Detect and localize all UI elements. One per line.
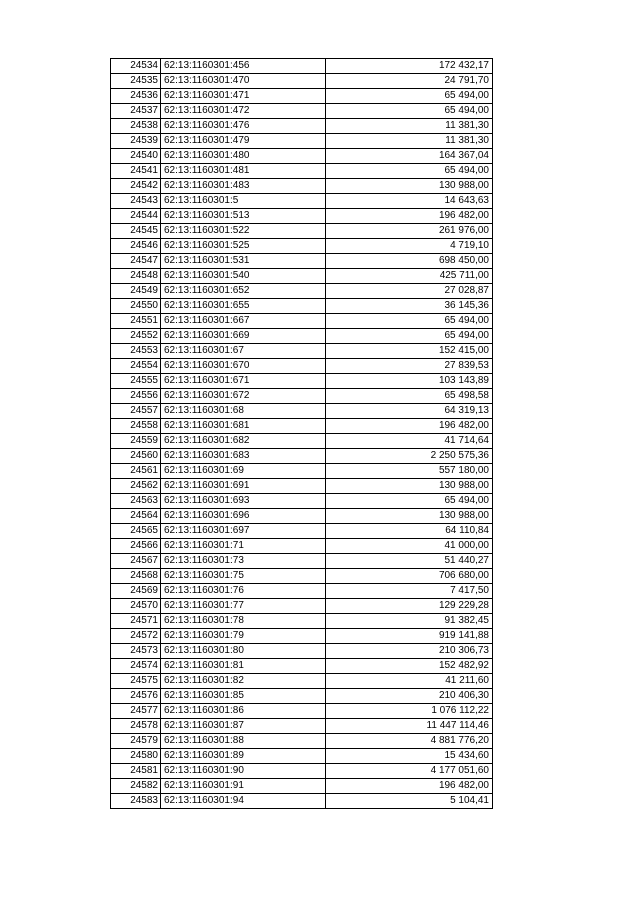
table-row — [111, 164, 493, 179]
row-number-cell: 24545 — [111, 224, 161, 239]
table-row — [111, 329, 493, 344]
value-cell: 130 988,00 — [326, 509, 493, 524]
value-cell: 129 229,28 — [326, 599, 493, 614]
table-row — [111, 764, 493, 779]
value-cell: 65 494,00 — [326, 329, 493, 344]
value-cell: 41 714,64 — [326, 434, 493, 449]
cadastral-number-cell: 62:13:1160301:82 — [161, 674, 326, 689]
table-row — [111, 269, 493, 284]
row-number-cell: 24577 — [111, 704, 161, 719]
cadastral-number-cell: 62:13:1160301:483 — [161, 179, 326, 194]
cadastral-number-cell: 62:13:1160301:667 — [161, 314, 326, 329]
cadastral-number-cell: 62:13:1160301:91 — [161, 779, 326, 794]
cadastral-number-cell: 62:13:1160301:670 — [161, 359, 326, 374]
row-number-cell: 24565 — [111, 524, 161, 539]
cadastral-number-cell: 62:13:1160301:85 — [161, 689, 326, 704]
cadastral-number-cell: 62:13:1160301:87 — [161, 719, 326, 734]
cadastral-number-cell: 62:13:1160301:531 — [161, 254, 326, 269]
table-row — [111, 239, 493, 254]
value-cell: 65 494,00 — [326, 104, 493, 119]
value-cell: 65 494,00 — [326, 164, 493, 179]
cadastral-number-cell: 62:13:1160301:481 — [161, 164, 326, 179]
cadastral-number-cell: 62:13:1160301:79 — [161, 629, 326, 644]
value-cell: 24 791,70 — [326, 74, 493, 89]
row-number-cell: 24564 — [111, 509, 161, 524]
value-cell: 27 839,53 — [326, 359, 493, 374]
row-number-cell: 24537 — [111, 104, 161, 119]
cadastral-number-cell: 62:13:1160301:691 — [161, 479, 326, 494]
table-row — [111, 794, 493, 809]
value-cell: 152 482,92 — [326, 659, 493, 674]
row-number-cell: 24539 — [111, 134, 161, 149]
cadastral-number-cell: 62:13:1160301:77 — [161, 599, 326, 614]
value-cell: 210 306,73 — [326, 644, 493, 659]
row-number-cell: 24543 — [111, 194, 161, 209]
table-row — [111, 389, 493, 404]
table-row — [111, 104, 493, 119]
table-row — [111, 344, 493, 359]
row-number-cell: 24541 — [111, 164, 161, 179]
cadastral-number-cell: 62:13:1160301:652 — [161, 284, 326, 299]
row-number-cell: 24570 — [111, 599, 161, 614]
row-number-cell: 24567 — [111, 554, 161, 569]
value-cell: 11 447 114,46 — [326, 719, 493, 734]
cadastral-number-cell: 62:13:1160301:682 — [161, 434, 326, 449]
cadastral-number-cell: 62:13:1160301:513 — [161, 209, 326, 224]
table-row — [111, 779, 493, 794]
row-number-cell: 24578 — [111, 719, 161, 734]
value-cell: 425 711,00 — [326, 269, 493, 284]
value-cell: 64 319,13 — [326, 404, 493, 419]
table-row — [111, 434, 493, 449]
table-row — [111, 464, 493, 479]
cadastral-number-cell: 62:13:1160301:471 — [161, 89, 326, 104]
cadastral-number-cell: 62:13:1160301:480 — [161, 149, 326, 164]
row-number-cell: 24562 — [111, 479, 161, 494]
row-number-cell: 24566 — [111, 539, 161, 554]
value-cell: 152 415,00 — [326, 344, 493, 359]
table-row — [111, 704, 493, 719]
row-number-cell: 24581 — [111, 764, 161, 779]
cadastral-number-cell: 62:13:1160301:75 — [161, 569, 326, 584]
row-number-cell: 24536 — [111, 89, 161, 104]
row-number-cell: 24580 — [111, 749, 161, 764]
row-number-cell: 24554 — [111, 359, 161, 374]
table-row — [111, 284, 493, 299]
cadastral-number-cell: 62:13:1160301:69 — [161, 464, 326, 479]
table-row — [111, 734, 493, 749]
table-row — [111, 749, 493, 764]
cadastral-number-cell: 62:13:1160301:540 — [161, 269, 326, 284]
cadastral-number-cell: 62:13:1160301:696 — [161, 509, 326, 524]
row-number-cell: 24552 — [111, 329, 161, 344]
table-row — [111, 119, 493, 134]
row-number-cell: 24575 — [111, 674, 161, 689]
value-cell: 11 381,30 — [326, 119, 493, 134]
cadastral-number-cell: 62:13:1160301:671 — [161, 374, 326, 389]
table-row — [111, 659, 493, 674]
row-number-cell: 24579 — [111, 734, 161, 749]
table-row — [111, 719, 493, 734]
cadastral-number-cell: 62:13:1160301:697 — [161, 524, 326, 539]
value-cell: 557 180,00 — [326, 464, 493, 479]
table-row — [111, 449, 493, 464]
value-cell: 36 145,36 — [326, 299, 493, 314]
table-row — [111, 359, 493, 374]
value-cell: 41 211,60 — [326, 674, 493, 689]
cadastral-number-cell: 62:13:1160301:73 — [161, 554, 326, 569]
cadastral-number-cell: 62:13:1160301:94 — [161, 794, 326, 809]
value-cell: 7 417,50 — [326, 584, 493, 599]
value-cell: 164 367,04 — [326, 149, 493, 164]
row-number-cell: 24583 — [111, 794, 161, 809]
value-cell: 91 382,45 — [326, 614, 493, 629]
value-cell: 41 000,00 — [326, 539, 493, 554]
cadastral-number-cell: 62:13:1160301:88 — [161, 734, 326, 749]
table-row — [111, 479, 493, 494]
table-row — [111, 254, 493, 269]
cadastral-number-cell: 62:13:1160301:71 — [161, 539, 326, 554]
cadastral-number-cell: 62:13:1160301:86 — [161, 704, 326, 719]
value-cell: 51 440,27 — [326, 554, 493, 569]
cadastral-number-cell: 62:13:1160301:693 — [161, 494, 326, 509]
cadastral-number-cell: 62:13:1160301:672 — [161, 389, 326, 404]
value-cell: 196 482,00 — [326, 419, 493, 434]
table-row — [111, 494, 493, 509]
row-number-cell: 24573 — [111, 644, 161, 659]
value-cell: 103 143,89 — [326, 374, 493, 389]
row-number-cell: 24549 — [111, 284, 161, 299]
table-row — [111, 59, 493, 74]
row-number-cell: 24538 — [111, 119, 161, 134]
cadastral-number-cell: 62:13:1160301:470 — [161, 74, 326, 89]
table-row — [111, 209, 493, 224]
table-row — [111, 554, 493, 569]
row-number-cell: 24558 — [111, 419, 161, 434]
data-table — [110, 58, 493, 809]
row-number-cell: 24559 — [111, 434, 161, 449]
table-row — [111, 149, 493, 164]
row-number-cell: 24542 — [111, 179, 161, 194]
row-number-cell: 24563 — [111, 494, 161, 509]
row-number-cell: 24555 — [111, 374, 161, 389]
row-number-cell: 24561 — [111, 464, 161, 479]
value-cell: 27 028,87 — [326, 284, 493, 299]
row-number-cell: 24550 — [111, 299, 161, 314]
row-number-cell: 24582 — [111, 779, 161, 794]
row-number-cell: 24548 — [111, 269, 161, 284]
table-row — [111, 629, 493, 644]
row-number-cell: 24568 — [111, 569, 161, 584]
cadastral-number-cell: 62:13:1160301:67 — [161, 344, 326, 359]
table-row — [111, 314, 493, 329]
value-cell: 15 434,60 — [326, 749, 493, 764]
cadastral-number-cell: 62:13:1160301:522 — [161, 224, 326, 239]
table-row — [111, 689, 493, 704]
row-number-cell: 24535 — [111, 74, 161, 89]
value-cell: 4 881 776,20 — [326, 734, 493, 749]
cadastral-number-cell: 62:13:1160301:81 — [161, 659, 326, 674]
value-cell: 65 494,00 — [326, 494, 493, 509]
table-row — [111, 599, 493, 614]
table-body — [111, 59, 493, 809]
table-row — [111, 404, 493, 419]
value-cell: 706 680,00 — [326, 569, 493, 584]
value-cell: 130 988,00 — [326, 479, 493, 494]
table-row — [111, 179, 493, 194]
value-cell: 196 482,00 — [326, 209, 493, 224]
value-cell: 261 976,00 — [326, 224, 493, 239]
row-number-cell: 24547 — [111, 254, 161, 269]
table-row — [111, 524, 493, 539]
value-cell: 11 381,30 — [326, 134, 493, 149]
cadastral-number-cell: 62:13:1160301:479 — [161, 134, 326, 149]
cadastral-number-cell: 62:13:1160301:76 — [161, 584, 326, 599]
table-row — [111, 299, 493, 314]
cadastral-number-cell: 62:13:1160301:669 — [161, 329, 326, 344]
table-row — [111, 644, 493, 659]
value-cell: 64 110,84 — [326, 524, 493, 539]
value-cell: 5 104,41 — [326, 794, 493, 809]
value-cell: 65 498,58 — [326, 389, 493, 404]
row-number-cell: 24572 — [111, 629, 161, 644]
table-row — [111, 569, 493, 584]
row-number-cell: 24560 — [111, 449, 161, 464]
row-number-cell: 24540 — [111, 149, 161, 164]
row-number-cell: 24553 — [111, 344, 161, 359]
table-row — [111, 134, 493, 149]
row-number-cell: 24544 — [111, 209, 161, 224]
value-cell: 196 482,00 — [326, 779, 493, 794]
row-number-cell: 24551 — [111, 314, 161, 329]
row-number-cell: 24569 — [111, 584, 161, 599]
row-number-cell: 24546 — [111, 239, 161, 254]
row-number-cell: 24534 — [111, 59, 161, 74]
value-cell: 1 076 112,22 — [326, 704, 493, 719]
row-number-cell: 24571 — [111, 614, 161, 629]
table-row — [111, 224, 493, 239]
table-row — [111, 74, 493, 89]
table-row — [111, 509, 493, 524]
cadastral-number-cell: 62:13:1160301:5 — [161, 194, 326, 209]
table-row — [111, 89, 493, 104]
table-row — [111, 614, 493, 629]
table-row — [111, 539, 493, 554]
row-number-cell: 24556 — [111, 389, 161, 404]
cadastral-number-cell: 62:13:1160301:476 — [161, 119, 326, 134]
table-row — [111, 194, 493, 209]
cadastral-number-cell: 62:13:1160301:683 — [161, 449, 326, 464]
cadastral-number-cell: 62:13:1160301:90 — [161, 764, 326, 779]
cadastral-number-cell: 62:13:1160301:655 — [161, 299, 326, 314]
table-row — [111, 674, 493, 689]
row-number-cell: 24576 — [111, 689, 161, 704]
row-number-cell: 24557 — [111, 404, 161, 419]
table-row — [111, 374, 493, 389]
cadastral-number-cell: 62:13:1160301:456 — [161, 59, 326, 74]
value-cell: 210 406,30 — [326, 689, 493, 704]
table-row — [111, 584, 493, 599]
cadastral-number-cell: 62:13:1160301:472 — [161, 104, 326, 119]
cadastral-number-cell: 62:13:1160301:80 — [161, 644, 326, 659]
value-cell: 4 719,10 — [326, 239, 493, 254]
value-cell: 4 177 051,60 — [326, 764, 493, 779]
cadastral-number-cell: 62:13:1160301:89 — [161, 749, 326, 764]
cadastral-number-cell: 62:13:1160301:68 — [161, 404, 326, 419]
value-cell: 2 250 575,36 — [326, 449, 493, 464]
cadastral-number-cell: 62:13:1160301:681 — [161, 419, 326, 434]
value-cell: 14 643,63 — [326, 194, 493, 209]
value-cell: 65 494,00 — [326, 89, 493, 104]
table-row — [111, 419, 493, 434]
cadastral-number-cell: 62:13:1160301:78 — [161, 614, 326, 629]
value-cell: 698 450,00 — [326, 254, 493, 269]
value-cell: 172 432,17 — [326, 59, 493, 74]
cadastral-number-cell: 62:13:1160301:525 — [161, 239, 326, 254]
value-cell: 130 988,00 — [326, 179, 493, 194]
value-cell: 65 494,00 — [326, 314, 493, 329]
row-number-cell: 24574 — [111, 659, 161, 674]
value-cell: 919 141,88 — [326, 629, 493, 644]
